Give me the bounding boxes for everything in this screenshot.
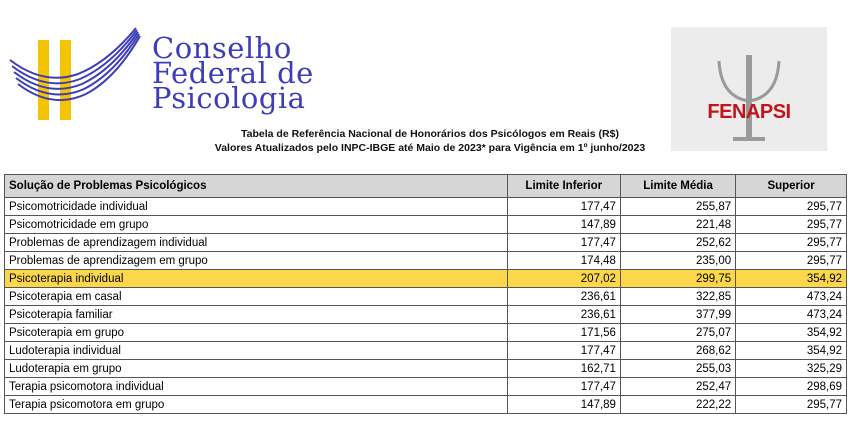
table-row	[5, 288, 847, 306]
average-cell: 255,87	[620, 198, 735, 216]
cfp-logo	[4, 24, 344, 124]
lower-limit-cell: 162,71	[507, 360, 620, 378]
table-row	[5, 396, 847, 414]
service-name-cell: Problemas de aprendizagem em grupo	[5, 252, 508, 270]
lower-limit-cell: 177,47	[507, 378, 620, 396]
upper-cell: 295,77	[736, 216, 847, 234]
service-name-cell: Terapia psicomotora em grupo	[5, 396, 508, 414]
fenapsi-wordmark: FENAPSI	[707, 101, 791, 123]
upper-cell: 295,77	[736, 396, 847, 414]
column-header-service: Solução de Problemas Psicológicos	[5, 175, 508, 198]
service-name-cell: Ludoterapia em grupo	[5, 360, 508, 378]
average-cell: 377,99	[620, 306, 735, 324]
average-cell: 235,00	[620, 252, 735, 270]
lower-limit-cell: 236,61	[507, 288, 620, 306]
average-cell: 299,75	[620, 270, 735, 288]
table-row	[5, 216, 847, 234]
table-row	[5, 342, 847, 360]
lower-limit-cell: 177,47	[507, 342, 620, 360]
service-name-cell: Psicoterapia familiar	[5, 306, 508, 324]
upper-cell: 295,77	[736, 252, 847, 270]
lower-limit-cell: 177,47	[507, 234, 620, 252]
table-row	[5, 198, 847, 216]
service-name-cell: Psicomotricidade individual	[5, 198, 508, 216]
upper-cell: 473,24	[736, 306, 847, 324]
table-body	[5, 198, 847, 414]
lower-limit-cell: 147,89	[507, 216, 620, 234]
lower-limit-cell: 171,56	[507, 324, 620, 342]
upper-cell: 354,92	[736, 324, 847, 342]
upper-cell: 325,29	[736, 360, 847, 378]
average-cell: 221,48	[620, 216, 735, 234]
lower-limit-cell: 236,61	[507, 306, 620, 324]
table-title: Tabela de Referência Nacional de Honorários dos Psicólogos em Reais (R$)	[241, 128, 619, 140]
upper-cell: 354,92	[736, 270, 847, 288]
cfp-name-line: Federal de	[152, 56, 314, 90]
average-cell: 252,62	[620, 234, 735, 252]
table-row	[5, 252, 847, 270]
service-name-cell: Psicoterapia individual	[5, 270, 508, 288]
service-name-cell: Ludoterapia individual	[5, 342, 508, 360]
lower-limit-cell: 207,02	[507, 270, 620, 288]
upper-cell: 354,92	[736, 342, 847, 360]
average-cell: 222,22	[620, 396, 735, 414]
average-cell: 255,03	[620, 360, 735, 378]
table-row	[5, 378, 847, 396]
table-header-row	[5, 175, 847, 198]
lower-limit-cell: 147,89	[507, 396, 620, 414]
column-header-upper: Superior	[736, 175, 847, 198]
average-cell: 268,62	[620, 342, 735, 360]
upper-cell: 473,24	[736, 288, 847, 306]
upper-cell: 295,77	[736, 198, 847, 216]
average-cell: 322,85	[620, 288, 735, 306]
table-row	[5, 324, 847, 342]
service-name-cell: Psicoterapia em casal	[5, 288, 508, 306]
average-cell: 252,47	[620, 378, 735, 396]
average-cell: 275,07	[620, 324, 735, 342]
table-row	[5, 360, 847, 378]
service-name-cell: Psicomotricidade em grupo	[5, 216, 508, 234]
upper-cell: 298,69	[736, 378, 847, 396]
table-row	[5, 270, 847, 288]
cfp-logo-mark-icon	[4, 24, 154, 124]
table-subtitle: Valores Atualizados pelo INPC-IBGE até Maio de 2023* para Vigência em 1º junho/2023	[214, 142, 646, 154]
table-row	[5, 306, 847, 324]
lower-limit-cell: 177,47	[507, 198, 620, 216]
column-header-average: Limite Média	[620, 175, 735, 198]
fees-table	[4, 174, 847, 414]
cfp-name-line: Conselho	[152, 31, 292, 65]
service-name-cell: Problemas de aprendizagem individual	[5, 234, 508, 252]
table-row	[5, 234, 847, 252]
cfp-name-line: Psicologia	[152, 81, 306, 115]
column-header-lower-limit: Limite Inferior	[507, 175, 620, 198]
upper-cell: 295,77	[736, 234, 847, 252]
service-name-cell: Psicoterapia em grupo	[5, 324, 508, 342]
cfp-org-name	[152, 31, 314, 115]
lower-limit-cell: 174,48	[507, 252, 620, 270]
service-name-cell: Terapia psicomotora individual	[5, 378, 508, 396]
